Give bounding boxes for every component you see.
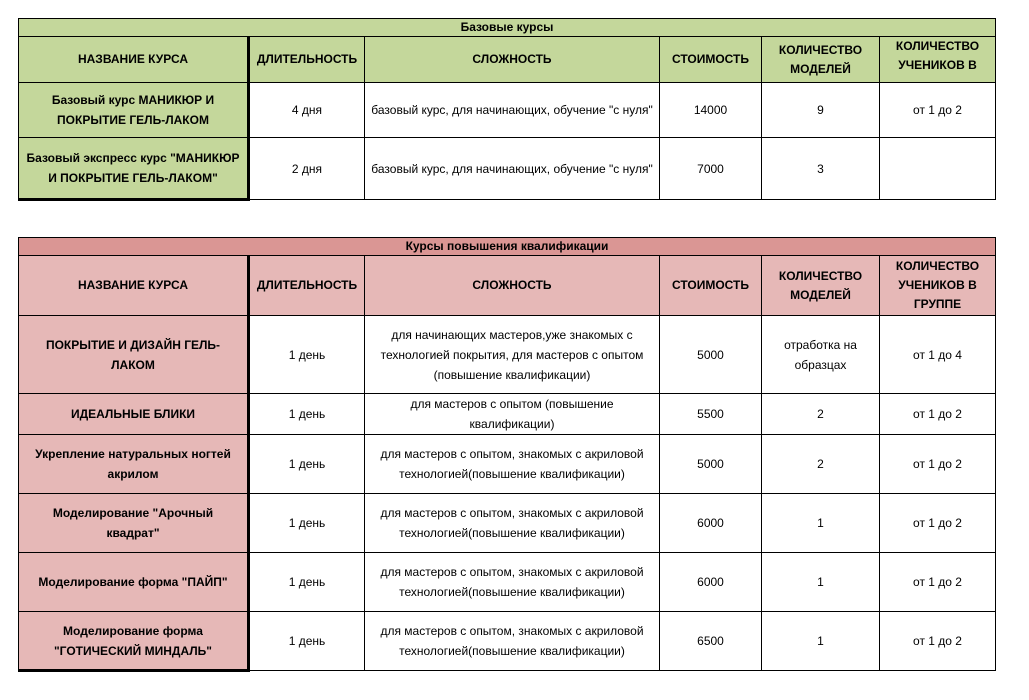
course-difficulty: для мастеров с опытом (повышение квалификации)	[365, 394, 660, 435]
header-models: КОЛИЧЕСТВО МОДЕЛЕЙ	[762, 37, 880, 83]
course-students: от 1 до 2	[880, 394, 996, 435]
course-models: отработка на образцах	[762, 316, 880, 394]
table-row	[19, 138, 996, 200]
course-students: от 1 до 2	[880, 83, 996, 138]
course-price: 5000	[660, 316, 762, 394]
course-name: Базовый курс МАНИКЮР И ПОКРЫТИЕ ГЕЛЬ-ЛАКОМ	[19, 83, 249, 138]
course-duration: 2 дня	[249, 138, 365, 200]
course-name: Моделирование "Арочный квадрат"	[19, 494, 249, 553]
table-row	[19, 435, 996, 494]
course-price: 7000	[660, 138, 762, 200]
table-row	[19, 553, 996, 612]
course-name: Моделирование форма "ПАЙП"	[19, 553, 249, 612]
course-price: 5000	[660, 435, 762, 494]
course-models: 2	[762, 394, 880, 435]
course-models: 1	[762, 494, 880, 553]
course-students: от 1 до 2	[880, 553, 996, 612]
course-models: 1	[762, 612, 880, 671]
course-price: 6000	[660, 494, 762, 553]
table-row	[19, 494, 996, 553]
course-duration: 1 день	[249, 553, 365, 612]
course-difficulty: базовый курс, для начинающих, обучение "с нуля"	[365, 138, 660, 200]
course-difficulty: для мастеров с опытом, знакомых с акриловой технологией(повышение квалификации)	[365, 553, 660, 612]
course-name: ПОКРЫТИЕ И ДИЗАЙН ГЕЛЬ-ЛАКОМ	[19, 316, 249, 394]
course-difficulty: для мастеров с опытом, знакомых с акриловой технологией(повышение квалификации)	[365, 494, 660, 553]
header-course-name: НАЗВАНИЕ КУРСА	[19, 37, 249, 83]
course-students	[880, 138, 996, 200]
advanced-table-title: Курсы повышения квалификации	[19, 238, 996, 256]
course-difficulty: базовый курс, для начинающих, обучение "с нуля"	[365, 83, 660, 138]
course-difficulty: для мастеров с опытом, знакомых с акриловой технологией(повышение квалификации)	[365, 612, 660, 671]
course-duration: 4 дня	[249, 83, 365, 138]
course-difficulty: для мастеров с опытом, знакомых с акриловой технологией(повышение квалификации)	[365, 435, 660, 494]
header-duration: ДЛИТЕЛЬНОСТЬ	[249, 256, 365, 316]
course-name: Укрепление натуральных ногтей акрилом	[19, 435, 249, 494]
course-name: Моделирование форма "ГОТИЧЕСКИЙ МИНДАЛЬ"	[19, 612, 249, 671]
course-students: от 1 до 2	[880, 612, 996, 671]
course-duration: 1 день	[249, 435, 365, 494]
header-course-name: НАЗВАНИЕ КУРСА	[19, 256, 249, 316]
course-models: 2	[762, 435, 880, 494]
course-duration: 1 день	[249, 612, 365, 671]
course-students: от 1 до 2	[880, 435, 996, 494]
course-models: 3	[762, 138, 880, 200]
course-models: 9	[762, 83, 880, 138]
header-students: КОЛИЧЕСТВО УЧЕНИКОВ В ГРУППЕ	[880, 256, 996, 316]
header-difficulty: СЛОЖНОСТЬ	[365, 256, 660, 316]
course-duration: 1 день	[249, 394, 365, 435]
course-name: ИДЕАЛЬНЫЕ БЛИКИ	[19, 394, 249, 435]
course-price: 5500	[660, 394, 762, 435]
header-models: КОЛИЧЕСТВО МОДЕЛЕЙ	[762, 256, 880, 316]
course-duration: 1 день	[249, 316, 365, 394]
advanced-courses-table	[18, 237, 996, 672]
course-students: от 1 до 2	[880, 494, 996, 553]
header-price: СТОИМОСТЬ	[660, 256, 762, 316]
course-price: 6500	[660, 612, 762, 671]
table-row	[19, 612, 996, 671]
table-row	[19, 316, 996, 394]
course-difficulty: для начинающих мастеров,уже знакомых с технологией покрытия, для мастеров с опытом (повышение квалификации)	[365, 316, 660, 394]
course-students: от 1 до 4	[880, 316, 996, 394]
table-row	[19, 83, 996, 138]
course-price: 6000	[660, 553, 762, 612]
course-price: 14000	[660, 83, 762, 138]
course-name: Базовый экспресс курс "МАНИКЮР И ПОКРЫТИЕ ГЕЛЬ-ЛАКОМ"	[19, 138, 249, 200]
header-price: СТОИМОСТЬ	[660, 37, 762, 83]
course-duration: 1 день	[249, 494, 365, 553]
table-row	[19, 394, 996, 435]
course-models: 1	[762, 553, 880, 612]
basic-table-title: Базовые курсы	[19, 19, 996, 37]
header-difficulty: СЛОЖНОСТЬ	[365, 37, 660, 83]
header-duration: ДЛИТЕЛЬНОСТЬ	[249, 37, 365, 83]
header-students: КОЛИЧЕСТВО УЧЕНИКОВ В	[880, 37, 996, 83]
basic-courses-table	[18, 18, 996, 201]
